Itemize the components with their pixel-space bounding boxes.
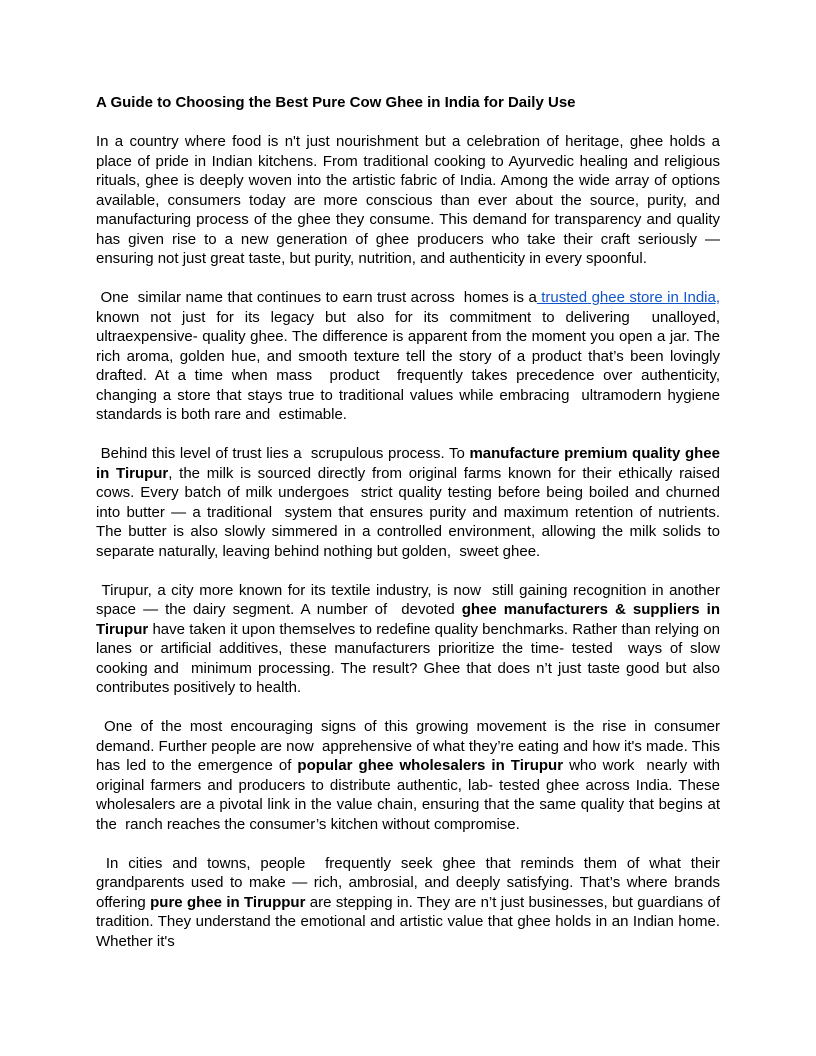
text-run: who work nearly with original farmers and producers to distribute authentic, lab- tested ghee across India. These wholesalers are a pivotal link in the value chain, ensuring that the same quality that begins at the ranch reaches the consumer’s kitchen without compromise. xyxy=(96,757,725,833)
paragraph-2 xyxy=(96,288,725,425)
trusted-ghee-store-link[interactable]: trusted ghee store in India, xyxy=(536,289,720,306)
text-run: In cities and towns, people frequently seek ghee that reminds them of what their grandparents used to make — rich, ambrosial, and deeply satisfying. That’s where brands offering xyxy=(96,854,725,911)
text-run: Tirupur, a city more known for its textile industry, is now still gaining recognition in another space — the dairy segment. A number of devoted xyxy=(96,581,725,618)
text-run: In a country where food is n't just nourishment but a celebration of heritage, ghee holds a place of pride in Indian kitchens. From traditional cooking to Ayurvedic healing and religious rituals, ghee is deeply woven into the artistic fabric of India. Among the wide array of options available, consumers today are more conscious than ever about the source, purity, and manufacturing process of the ghee they consume. This demand for transparency and quality has given rise to a new generation of ghee producers who take their craft seriously — ensuring not just great taste, but purity, nutrition, and authenticity in every spoonful. xyxy=(96,133,725,267)
text-run: known not just for its legacy but also for its commitment to delivering unalloyed, ultraexpensive- quality ghee. The difference is apparent from the moment you open a jar. The rich aroma, golden hue, and smooth texture tell the story of a product that’s been lovingly drafted. At a time when mass product frequently takes precedence over authenticity, changing a store that stays true to traditional values while embracing ultramodern hygiene standards is both rare and estimable. xyxy=(96,289,725,423)
text-run: have taken it upon themselves to redefine quality benchmarks. Rather than relying on lanes or artificial additives, these manufacturers prioritize the time- tested ways of slow cooking and minimum processing. The result? Ghee that does n’t just taste good but also contributes positively to health. xyxy=(96,620,725,696)
text-run: Behind this level of trust lies a scrupulous process. To xyxy=(96,445,470,462)
paragraph-4 xyxy=(96,581,725,698)
text-run: One similar name that continues to earn trust across homes is a xyxy=(96,289,537,306)
paragraph-1 xyxy=(96,132,725,269)
bold-text-run: pure ghee in Tiruppur xyxy=(150,893,306,911)
document-title: A Guide to Choosing the Best Pure Cow Ghee in India for Daily Use xyxy=(96,94,576,111)
document-body xyxy=(96,132,725,951)
paragraph-3 xyxy=(96,444,725,561)
paragraph-6 xyxy=(96,854,725,952)
text-run: are stepping in. They are n’t just businesses, but guardians of tradition. They understand the emotional and artistic value that ghee holds in an Indian home. Whether it's xyxy=(96,893,725,950)
text-run: One of the most encouraging signs of this growing movement is the rise in consumer demand. Further people are now apprehensive of what they’re eating and how it's made. This has led to the emergence of xyxy=(96,718,725,774)
paragraph-5 xyxy=(96,717,725,834)
bold-text-run: ghee manufacturers & suppliers in Tirupur xyxy=(96,601,725,638)
bold-text-run: manufacture premium quality ghee in Tirupur xyxy=(96,445,725,482)
bold-text-run: popular ghee wholesalers in Tirupur xyxy=(297,757,564,774)
text-run: , the milk is sourced directly from original farms known for their ethically raised cows. Every batch of milk undergoes strict quality testing before being boiled and churned into butter — a traditional system that ensures purity and maximum retention of nutrients. The butter is also slowly simmered in a controlled environment, allowing the milk solids to separate naturally, leaving behind nothing but golden, sweet ghee. xyxy=(96,464,725,560)
